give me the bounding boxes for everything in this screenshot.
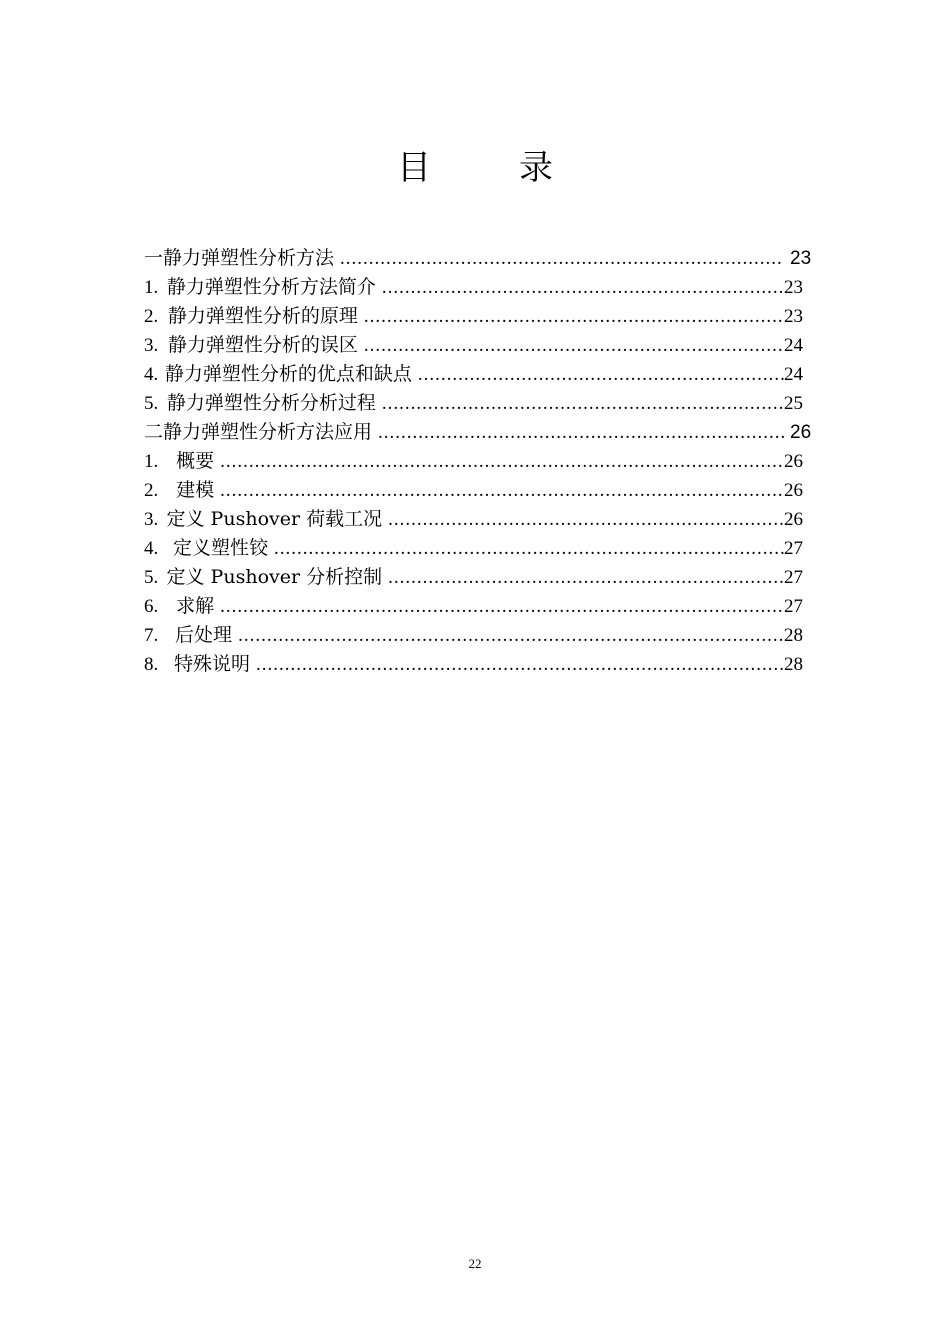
toc-entry[interactable] [144, 505, 814, 534]
toc-entry-title: 定义 Pushover 荷载工况 [166, 508, 383, 530]
toc-entry-title: 静力弹塑性分析分析过程 [166, 392, 376, 414]
toc-entry-number: 3. [144, 335, 159, 356]
toc-entry[interactable] [144, 534, 814, 563]
toc-entry-title: 静力弹塑性分析的误区 [167, 334, 358, 356]
toc-entry[interactable] [144, 621, 814, 650]
toc-entry-title: 概要 [176, 450, 215, 472]
toc-leader-dots [388, 563, 784, 592]
toc-entry-title: 定义 Pushover 分析控制 [166, 566, 383, 588]
toc-entry[interactable] [144, 331, 814, 360]
page-number: 22 [468, 1256, 482, 1271]
toc-entry-number: 4. [144, 538, 159, 559]
toc-entry[interactable] [144, 563, 814, 592]
toc-entry-number: 二 [144, 422, 164, 443]
toc-entry-number: 1. [144, 277, 159, 298]
toc-entry-page: 28 [784, 654, 803, 675]
toc-entry[interactable] [144, 273, 814, 302]
toc-entry-page: 27 [784, 567, 803, 588]
toc-leader-dots [256, 650, 784, 679]
toc-leader-dots [364, 302, 784, 331]
toc-entry-number: 一 [144, 248, 164, 269]
page-title-char-2: 录 [519, 148, 553, 188]
toc-entry[interactable] [144, 447, 814, 476]
toc-leader-dots [388, 505, 784, 534]
toc-leader-dots [220, 592, 784, 621]
toc-entry-number: 2. [144, 480, 159, 501]
toc-entry-page: 26 [790, 422, 812, 443]
toc-entry[interactable] [144, 476, 814, 505]
toc-entry[interactable] [144, 418, 814, 447]
toc-entry[interactable] [144, 592, 814, 621]
toc-entry[interactable] [144, 244, 814, 273]
toc-entry-number: 5. [144, 393, 159, 414]
toc-entry-title: 静力弹塑性分析方法简介 [166, 276, 376, 298]
toc-entry-number: 4. [144, 364, 159, 385]
toc-leader-dots [418, 360, 784, 389]
toc-entry-title: 后处理 [175, 624, 233, 646]
toc-leader-dots [340, 244, 784, 273]
toc-leader-dots [274, 534, 784, 563]
toc-entry-page: 27 [784, 538, 803, 559]
toc-leader-dots [364, 331, 784, 360]
toc-leader-dots [220, 447, 784, 476]
toc-entry-number: 8. [144, 654, 159, 675]
toc-entry-number: 2. [144, 306, 159, 327]
toc-entry-page: 27 [784, 596, 803, 617]
toc-entry-title: 静力弹塑性分析的优点和缺点 [164, 363, 412, 385]
toc-entry-number: 6. [144, 596, 159, 617]
toc-entry[interactable] [144, 650, 814, 679]
page-title-char-1: 目 [397, 148, 431, 188]
toc-leader-dots [220, 476, 784, 505]
toc-leader-dots [382, 273, 784, 302]
toc-entry-number: 5. [144, 567, 159, 588]
toc-leader-dots [238, 621, 784, 650]
toc-entry-title: 特殊说明 [174, 653, 251, 675]
toc-entry-page: 26 [784, 509, 803, 530]
toc-entry-page: 26 [784, 480, 803, 501]
toc-entry[interactable] [144, 360, 814, 389]
toc-entry-page: 25 [784, 393, 803, 414]
table-of-contents [144, 244, 814, 679]
toc-entry-title: 静力弹塑性分析的原理 [167, 305, 358, 327]
toc-entry-number: 3. [144, 509, 159, 530]
toc-entry-page: 26 [784, 451, 803, 472]
toc-entry-page: 23 [790, 248, 812, 269]
toc-entry-title: 建模 [176, 479, 215, 501]
toc-leader-dots [378, 418, 784, 447]
toc-entry-page: 23 [784, 306, 803, 327]
toc-entry[interactable] [144, 302, 814, 331]
page-title [0, 140, 950, 189]
toc-entry-title: 定义塑性铰 [173, 537, 269, 559]
toc-entry-page: 28 [784, 625, 803, 646]
toc-entry-title: 静力弹塑性分析方法应用 [163, 421, 373, 443]
toc-entry-title: 静力弹塑性分析方法 [163, 247, 335, 269]
toc-entry-title: 求解 [176, 595, 215, 617]
toc-entry-page: 24 [784, 364, 803, 385]
toc-entry-number: 1. [144, 451, 159, 472]
toc-entry-page: 23 [784, 277, 803, 298]
toc-leader-dots [382, 389, 784, 418]
toc-entry-number: 7. [144, 625, 159, 646]
toc-entry[interactable] [144, 389, 814, 418]
toc-entry-page: 24 [784, 335, 803, 356]
